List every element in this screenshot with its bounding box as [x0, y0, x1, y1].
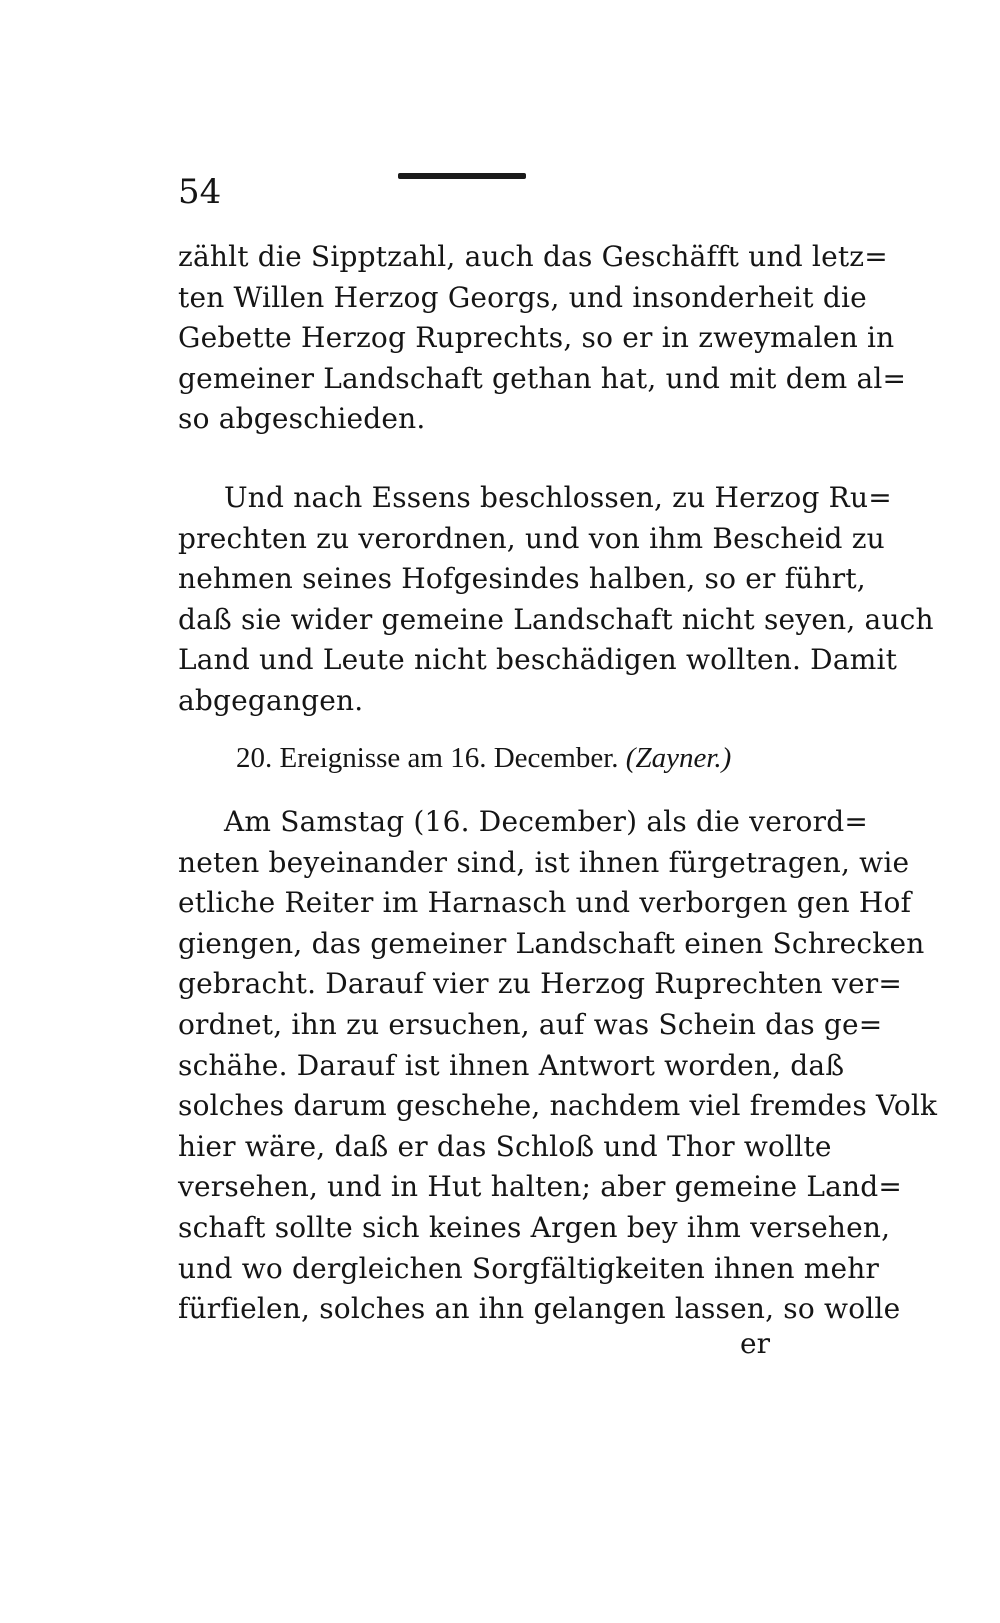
- text-line: schaft sollte sich keines Argen bey ihm versehen,: [178, 1210, 891, 1244]
- text-line: hier wäre, daß er das Schloß und Thor wollte: [178, 1129, 832, 1163]
- section-heading: [236, 738, 731, 778]
- text-line: daß sie wider gemeine Landschaft nicht seyen, auch: [178, 602, 934, 636]
- text-line: nehmen seines Hofgesindes halben, so er führt,: [178, 562, 866, 596]
- text-line: so abgeschieden.: [178, 402, 426, 436]
- text-line: etliche Reiter im Harnasch und verborgen gen Hof: [178, 886, 912, 920]
- text-line: prechten zu verordnen, und von ihm Bescheid zu: [178, 521, 885, 555]
- text-line: giengen, das gemeiner Landschaft einen Schrecken: [178, 926, 925, 960]
- text-line: schähe. Darauf ist ihnen Antwort worden, daß: [178, 1048, 845, 1082]
- catchword: er: [740, 1327, 770, 1360]
- text-line: gemeiner Landschaft gethan hat, und mit dem al=: [178, 361, 907, 395]
- text-line: Land und Leute nicht beschädigen wollten. Damit: [178, 643, 898, 677]
- text-line: und wo dergleichen Sorgfältigkeiten ihnen mehr: [178, 1251, 880, 1285]
- text-line: fürfielen, solches an ihn gelangen lassen, so wolle: [178, 1292, 901, 1326]
- text-line: neten beyeinander sind, ist ihnen fürgetragen, wie: [178, 845, 910, 879]
- header-rule: [398, 173, 526, 179]
- paragraph-1: [178, 237, 907, 440]
- section-title: 20. Ereignisse am 16. December.: [236, 742, 619, 774]
- text-line: solches darum geschehe, nachdem viel fremdes Volk: [178, 1089, 938, 1123]
- section-author: (Zayner.): [625, 742, 732, 774]
- text-line: Gebette Herzog Ruprechts, so er in zweymalen in: [178, 321, 895, 355]
- text-line: ordnet, ihn zu ersuchen, auf was Schein das ge=: [178, 1007, 883, 1041]
- text-line: ten Willen Herzog Georgs, und insonderheit die: [178, 280, 867, 314]
- text-line: Und nach Essens beschlossen, zu Herzog Ru=: [224, 481, 892, 514]
- text-line: gebracht. Darauf vier zu Herzog Ruprechten ver=: [178, 967, 903, 1001]
- paragraph-2: [178, 478, 934, 722]
- paragraph-3: [178, 802, 938, 1330]
- text-line: Am Samstag (16. December) als die verord=: [224, 805, 868, 838]
- page-number: 54: [178, 172, 222, 212]
- text-line: versehen, und in Hut halten; aber gemeine Land=: [178, 1170, 903, 1204]
- text-line: abgegangen.: [178, 683, 364, 717]
- text-line: zählt die Sipptzahl, auch das Geschäfft und letz=: [178, 240, 888, 273]
